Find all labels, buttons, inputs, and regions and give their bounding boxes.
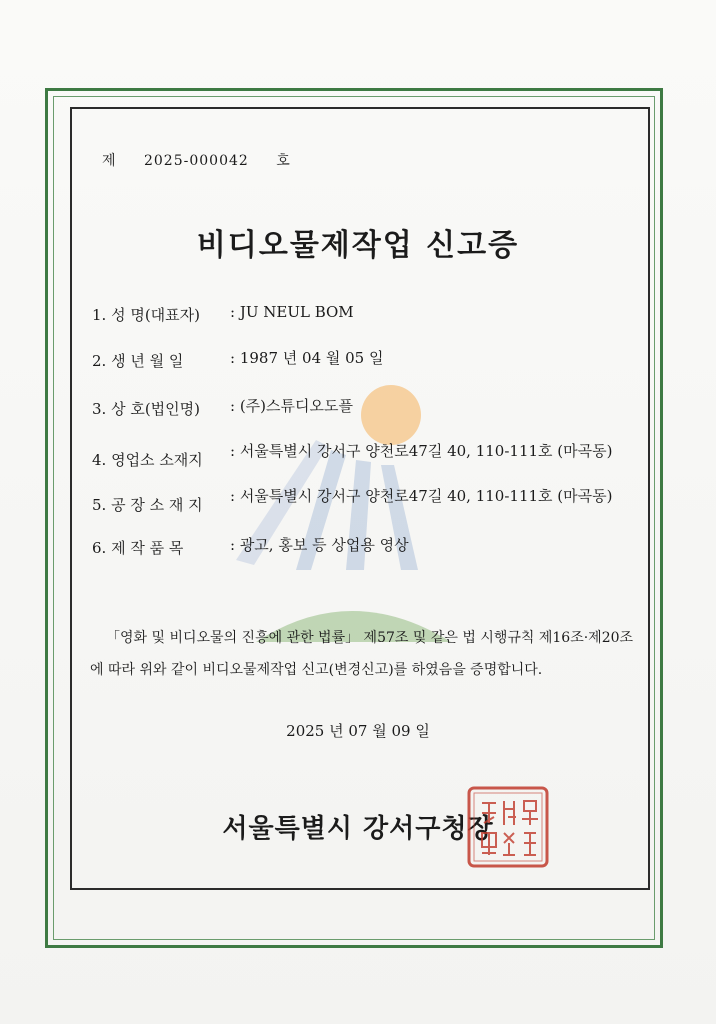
official-seal-icon [466, 785, 550, 869]
certification-statement: 「영화 및 비디오물의 진흥에 관한 법률」 제57조 및 같은 법 시행규칙 제16조·제20조에 따라 위와 같이 비디오물제작업 신고(변경신고)를 하였음을 증명합니다. [90, 630, 634, 678]
field-label: 2. 생 년 월 일 [92, 352, 184, 370]
certificate-title: 비디오물제작업 신고증 [196, 228, 520, 263]
field-label: 6. 제 작 품 목 [92, 539, 184, 557]
field-value: : 서울특별시 강서구 양천로47길 40, 110-111호 (마곡동) [230, 487, 613, 505]
registration-number-value: 2025-000042 [143, 153, 249, 169]
field-label: 5. 공 장 소 재 지 [92, 496, 203, 514]
issuer-name: 서울특별시 강서구청장 [222, 814, 494, 844]
field-label: 3. 상 호(법인명) [92, 400, 201, 418]
issue-date: 2025 년 07 월 09 일 [286, 722, 430, 740]
field-value: : 1987 년 04 월 05 일 [230, 349, 384, 367]
watermark-ray-3 [381, 465, 418, 570]
watermark-sun [361, 385, 421, 445]
field-value: : 광고, 홍보 등 상업용 영상 [230, 536, 409, 554]
registration-number [102, 150, 313, 170]
registration-prefix: 제 [102, 153, 117, 169]
field-value: : 서울특별시 강서구 양천로47길 40, 110-111호 (마곡동) [230, 442, 613, 460]
gangseo-emblem-watermark [236, 380, 466, 660]
field-label: 1. 성 명(대표자) [92, 306, 201, 324]
field-value: : JU NEUL BOM [230, 303, 354, 321]
field-value: : (주)스튜디오도플 [230, 397, 353, 415]
field-label: 4. 영업소 소재지 [92, 451, 203, 469]
registration-suffix: 호 [276, 153, 291, 169]
